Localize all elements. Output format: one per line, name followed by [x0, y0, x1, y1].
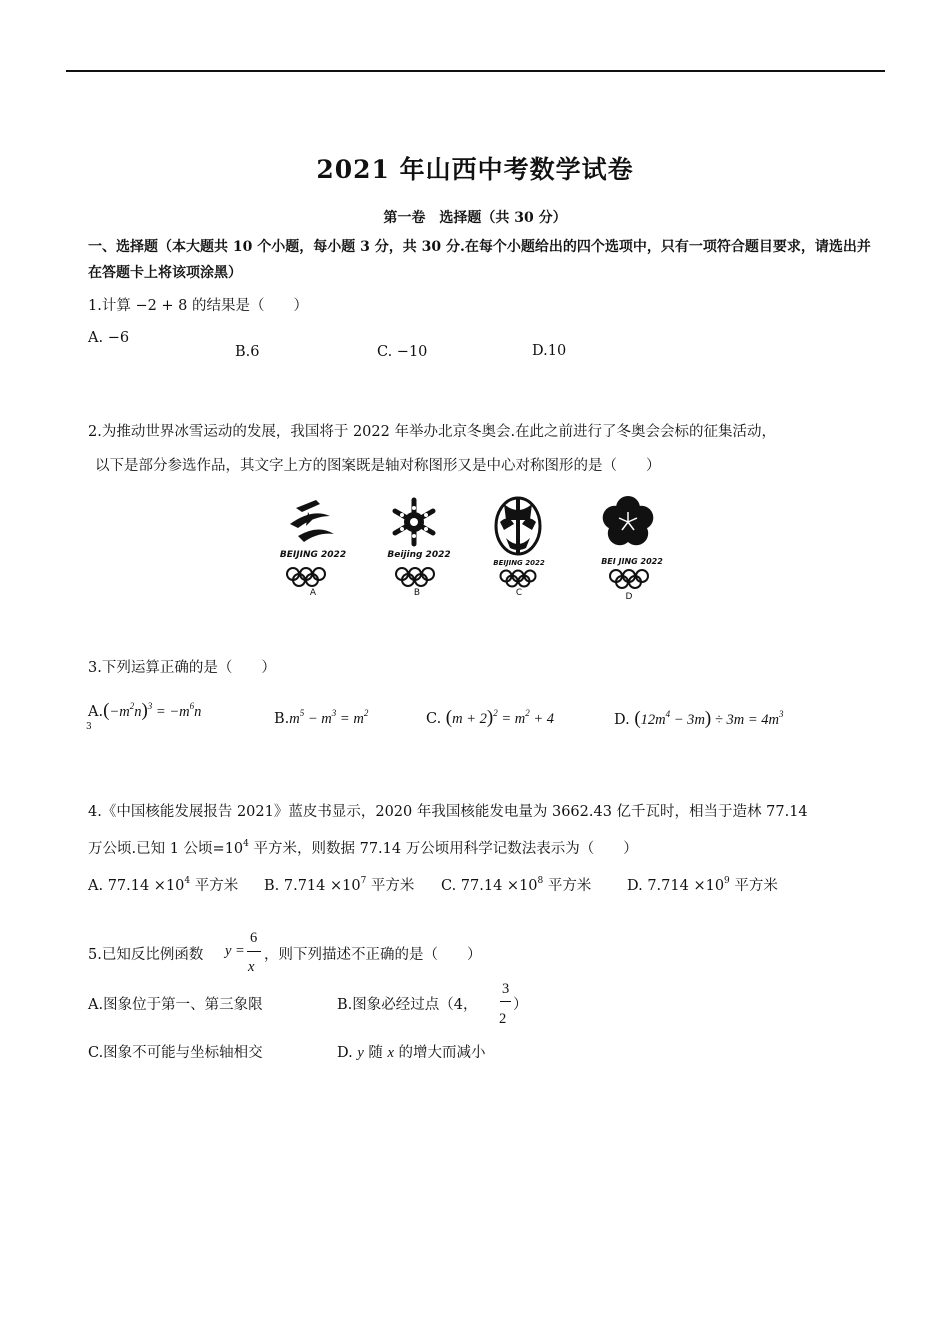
- emblem-c-letter: C: [515, 588, 523, 598]
- q1-stem: 1.计算 −2 + 8 的结果是（ ）: [88, 298, 309, 314]
- q5-option-c: C.图象不可能与坐标轴相交: [88, 1045, 263, 1061]
- q1-option-b: B.6: [235, 344, 260, 360]
- q5-option-a: A.图象位于第一、第三象限: [88, 997, 263, 1013]
- emblem-d-letter: D: [625, 592, 633, 602]
- q5-stem-b: ，则下列描述不正确的是（ ）: [264, 947, 482, 963]
- q5-stem-a: 5.已知反比例函数: [88, 947, 204, 963]
- q5-option-d: D. y 随 x 的增大而减小: [337, 1045, 486, 1061]
- q5-option-b-numerator: 3: [502, 981, 510, 997]
- q4-stem-line2: 万公顷.已知 1 公顷$=10^4$ 平方米，则数据 77.14 万公顷用科学记数法表示为（ ）: [88, 839, 638, 857]
- q4-stem-line1: 4.《中国核能发展报告 2021》蓝皮书显示，2020 年我国核能发电量为 3662.43 亿千瓦时，相当于造林 77.14: [88, 804, 808, 820]
- emblem-b-letter: B: [413, 588, 421, 598]
- q4-option-a: A. $77.14 \times 10^4$ 平方米: [88, 876, 239, 894]
- emblem-candidates: [268, 490, 678, 612]
- q2-stem-line1: 2.为推动世界冰雪运动的发展，我国将于 2022 年举办北京冬奥会.在此之前进行了冬奥会会标的征集活动，: [88, 424, 777, 440]
- q1-option-c: C. −10: [377, 344, 428, 360]
- q3-option-c-expr: $(m + 2)^2 = m^2 + 4$: [445, 707, 555, 728]
- emblem-d-city: BEI JING 2022: [601, 557, 663, 566]
- emblem-c: [474, 490, 564, 612]
- q3-option-d: D. $(12m^4 - 3m) \div 3m = 4m^3$: [614, 708, 784, 729]
- q3-stem: 3.下列运算正确的是（ ）: [88, 660, 276, 676]
- q5-option-b-denominator: 2: [499, 1011, 507, 1027]
- q5-option-b-a: B.图象必经过点（4，: [337, 997, 478, 1013]
- emblem-a: [268, 490, 358, 612]
- section-heading: 一、选择题（本大题共 10 个小题，每小题 3 分，共 30 分.在每个小题给出的四个选项中，只有一项符合题目要求，请选出并在答题卡上将该项涂黑）: [88, 239, 871, 281]
- q4-option-b: B. $7.714 \times 10^7$ 平方米: [264, 876, 415, 894]
- q3-option-a-expr: $(-m^2n)^3 = -m^6n$: [103, 700, 202, 721]
- q5-option-b-close: ）: [513, 997, 528, 1013]
- q5-func-numerator: 6: [250, 930, 258, 946]
- header-rule: [66, 70, 885, 72]
- q1-option-a: A. −6: [88, 330, 130, 346]
- q3-option-b: $B.m^5 - m^3 = m^2$: [274, 708, 369, 727]
- q4-option-d: D. $7.714 \times 10^9$ 平方米: [627, 876, 778, 894]
- q4-option-c: C. $77.14 \times 10^8$ 平方米: [441, 876, 592, 894]
- q3-option-c: C. $(m + 2)^2 = m^2 + 4$: [426, 707, 555, 728]
- exam-title: 2021 年山西中考数学试卷: [316, 155, 634, 184]
- emblem-b-city: Beijing 2022: [387, 550, 451, 560]
- emblem-d: [584, 490, 674, 612]
- q5-option-b-fraction-bar: [500, 1001, 511, 1002]
- q5-func-y: y =: [225, 943, 245, 959]
- q3-option-b-expr: $m^5 - m^3 = m^2$: [289, 708, 369, 727]
- emblem-c-city: BEIJING 2022: [493, 559, 545, 567]
- q3-option-a-subscript: 3: [86, 722, 92, 732]
- q5-func-fraction-bar: [247, 951, 261, 952]
- q1-option-d: D.10: [532, 343, 567, 359]
- emblem-a-letter: A: [309, 588, 317, 598]
- q3-option-d-expr: $(12m^4 - 3m) \div 3m = 4m^3$: [634, 708, 784, 729]
- emblem-b: [370, 490, 460, 612]
- q5-func-denominator: x: [248, 959, 255, 975]
- part-subtitle: 第一卷 选择题（共 30 分）: [383, 210, 567, 226]
- q3-option-a: $A.(-m^2n)^3 = -m^6n$: [88, 700, 202, 721]
- emblem-a-city: BEIJING 2022: [279, 550, 347, 560]
- q2-stem-line2: 以下是部分参选作品，其文字上方的图案既是轴对称图形又是中心对称图形的是（ ）: [95, 458, 661, 474]
